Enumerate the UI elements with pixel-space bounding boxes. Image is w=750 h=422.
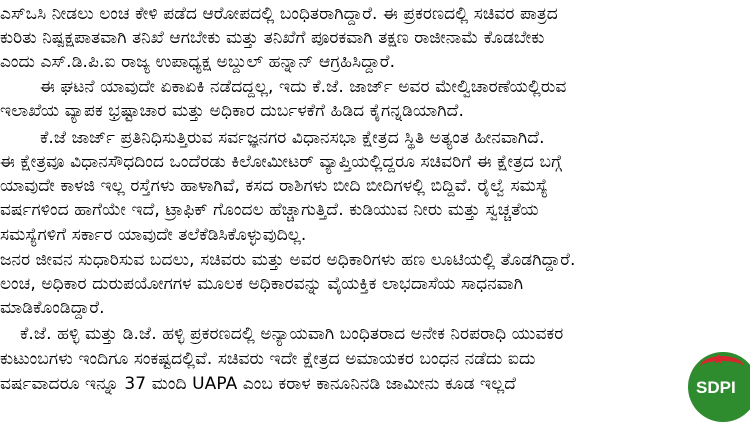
logo-text: SDPI [696,378,736,397]
text-line: ಇಲಾಖೆಯ ವ್ಯಾಪಕ ಭ್ರಷ್ಟಾಚಾರ ಮತ್ತು ಅಧಿಕಾರ ದುರ್ಬಳಕೆಗೆ ಹಿಡಿದ ಕೈಗನ್ನಡಿಯಾಗಿದೆ. [0,101,464,121]
text-line: ಸಮಸ್ಯೆಗಳಿಗೆ ಸರ್ಕಾರ ಯಾವುದೇ ತಲೆಕೆಡಿಸಿಕೊಳ್ಳುವುದಿಲ್ಲ. [0,225,307,245]
text-line: ಯಾವುದೇ ಕಾಳಜಿ ಇಲ್ಲ ರಸ್ತೆಗಳು ಹಾಳಾಗಿವೆ, ಕಸದ ರಾಶಿಗಳು ಬೀದಿ ಬೀದಿಗಳಲ್ಲಿ ಬಿದ್ದಿವೆ. ರೈಲ್ವೆ ಸಮಸ್ಯೆ [0,176,548,196]
text-line: ಲಂಚ, ಅಧಿಕಾರ ದುರುಪಯೋಗಗಳ ಮೂಲಕ ಅಧಿಕಾರವನ್ನು ವೈಯಕ್ತಿಕ ಲಾಭದಾಸೆಯ ಸಾಧನವಾಗಿ [0,274,524,294]
text-line: ಕುರಿತು ನಿಷ್ಪಕ್ಷಪಾತವಾಗಿ ತನಿಖೆ ಆಗಬೇಕು ಮತ್ತು ತನಿಖೆಗೆ ಪೂರಕವಾಗಿ ತಕ್ಷಣ ರಾಜೀನಾಮೆ ಕೊಡಬೇಕು [0,28,545,48]
text-line: ಮಾಡಿಕೊಂಡಿದ್ದಾರೆ. [0,298,105,318]
text-line: ಎಸ್‌ಒಸಿ ನೀಡಲು ಲಂಚ ಕೇಳಿ ಪಡೆದ ಆರೋಪದಲ್ಲಿ ಬಂಧಿತರಾಗಿದ್ದಾರೆ. ಈ ಪ್ರಕರಣದಲ್ಲಿ ಸಚಿವರ ಪಾತ್ರದ [0,4,558,24]
text-line: ಈ ಕ್ಷೇತ್ರವೂ ವಿಧಾನಸೌಧದಿಂದ ಒಂದೆರಡು ಕಿಲೋಮೀಟರ್ ವ್ಯಾಪ್ತಿಯಲ್ಲಿದ್ದರೂ ಸಚಿವರಿಗೆ ಈ ಕ್ಷೇತ್ರದ ಬಗ್ಗೆ [0,152,563,172]
text-line: ವರ್ಷಗಳಿಂದ ಹಾಗೆಯೇ ಇದೆ, ಟ್ರಾಫಿಕ್ ಗೊಂದಲ ಹೆಚ್ಚಾಗುತ್ತಿದೆ. ಕುಡಿಯುವ ನೀರು ಮತ್ತು ಸ್ವಚ್ಚತೆಯ [0,200,539,220]
text-line: ಈ ಘಟನೆ ಯಾವುದೇ ಏಕಾಏಕಿ ನಡೆದದ್ದಲ್ಲ, ಇದು ಕೆ.ಜೆ. ಜಾರ್ಜ್ ಅವರ ಮೇಲ್ವಿಚಾರಣೆಯಲ್ಲಿರುವ [40,77,567,97]
text-line: ಕುಟುಂಬಗಳು ಇಂದಿಗೂ ಸಂಕಷ್ಟದಲ್ಲಿವೆ. ಸಚಿವರು ಇದೇ ಕ್ಷೇತ್ರದ ಅಮಾಯಕರ ಬಂಧನ ನಡೆದು ಐದು [0,349,536,369]
sdpi-logo [688,352,750,422]
text-line: ಕೆ.ಜೆ ಜಾರ್ಜ್ ಪ್ರತಿನಿಧಿಸುತ್ತಿರುವ ಸರ್ವಜ್ಞನಗರ ವಿಧಾನಸಭಾ ಕ್ಷೇತ್ರದ ಸ್ಥಿತಿ ಅತ್ಯಂತ ಹೀನವಾಗಿದೆ. [40,128,545,148]
text-line: ವರ್ಷವಾದರೂ ಇನ್ನೂ 37 ಮಂದಿ UAPA ಎಂಬ ಕರಾಳ ಕಾನೂನಿನಡಿ ಜಾಮೀನು ಕೂಡ ಇಲ್ಲದೆ [0,374,517,394]
text-line: ಕೆ.ಜೆ. ಹಳ್ಳಿ ಮತ್ತು ಡಿ.ಜೆ. ಹಳ್ಳಿ ಪ್ರಕರಣದಲ್ಲಿ ಅನ್ಯಾಯವಾಗಿ ಬಂಧಿತರಾದ ಅನೇಕ ನಿರಪರಾಧಿ ಯುವಕರ [20,324,564,344]
text-line: ಜನರ ಜೀವನ ಸುಧಾರಿಸುವ ಬದಲು, ಸಚಿವರು ಮತ್ತು ಅವರ ಅಧಿಕಾರಿಗಳು ಹಣ ಲೂಟಿಯಲ್ಲಿ ತೊಡಗಿದ್ದಾರೆ. [0,250,576,270]
logo-star-icon: ★ [712,352,725,368]
text-line: ಎಂದು ಎಸ್.ಡಿ.ಪಿ.ಐ ರಾಜ್ಯ ಉಪಾಧ್ಯಕ್ಷ ಅಬ್ದುಲ್ ಹನ್ನಾನ್ ಆಗ್ರಹಿಸಿದ್ದಾರೆ. [0,52,396,72]
